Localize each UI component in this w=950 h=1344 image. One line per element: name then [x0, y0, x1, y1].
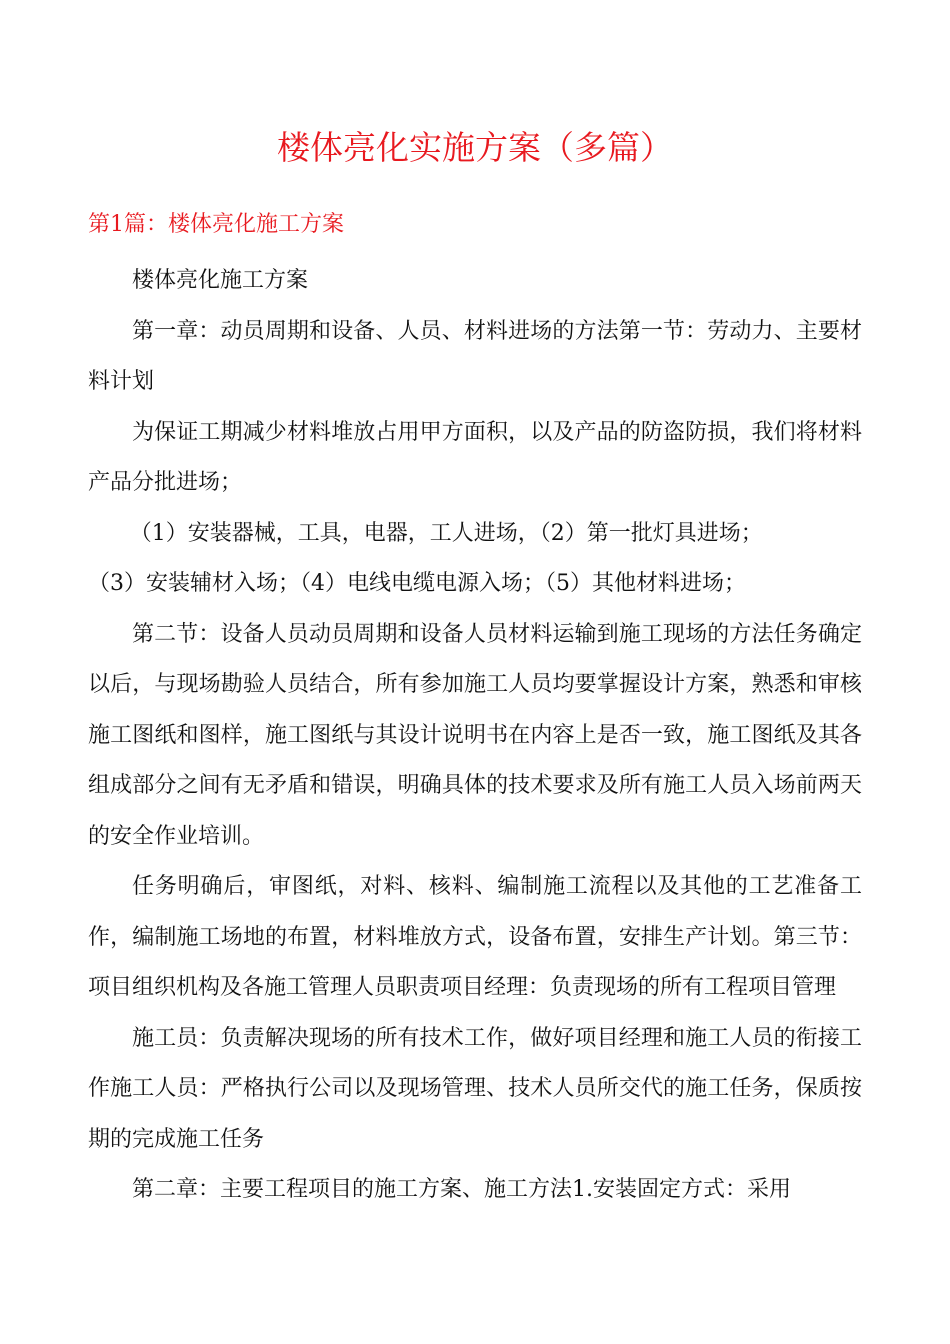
paragraph-chapter-2: 第二章：主要工程项目的施工方案、施工方法1.安装固定方式：采用: [132, 1177, 791, 1202]
section-heading: 第1篇：楼体亮化施工方案: [88, 212, 344, 237]
paragraph-material-plan: 为保证工期减少材料堆放占用甲方面积，以及产品的防盗防损，我们将材料产品分批进场；: [88, 419, 862, 495]
paragraph-section-2: 第二节：设备人员动员周期和设备人员材料运输到施工现场的方法任务确定以后，与现场勘验人员结合，所有参加施工人员均要掌握设计方案，熟悉和审核施工图纸和图样，施工图纸与其设计说明书在内容上是否一致，施工图纸及其各组成部分之间有无矛盾和错误，明确具体的技术要求及所有施工人员入场前两天的安全作业培训。: [88, 621, 862, 849]
paragraph-construction-staff: 施工员：负责解决现场的所有技术工作，做好项目经理和施工人员的衔接工作施工人员：严格执行公司以及现场管理、技术人员所交代的施工任务，保质按期的完成施工任务: [88, 1025, 862, 1152]
paragraph-subtitle: 楼体亮化施工方案: [132, 268, 309, 293]
paragraph-list-2: （3）安装辅材入场；（4）电线电缆电源入场；（5）其他材料进场；: [88, 571, 746, 596]
paragraph-chapter-1: 第一章：动员周期和设备、人员、材料进场的方法第一节：劳动力、主要材料计划: [88, 318, 862, 394]
document-title: 楼体亮化实施方案（多篇）: [277, 128, 673, 168]
document-body: [88, 256, 862, 1216]
paragraph-list-1: （1）安装器械，工具，电器，工人进场，（2）第一批灯具进场；: [129, 520, 763, 546]
paragraph-task-clear: 任务明确后，审图纸，对料、核料、编制施工流程以及其他的工艺准备工作，编制施工场地的布置，材料堆放方式，设备布置，安排生产计划。第三节：项目组织机构及各施工管理人员职责项目经理：负责现场的所有工程项目管理: [88, 874, 862, 1000]
